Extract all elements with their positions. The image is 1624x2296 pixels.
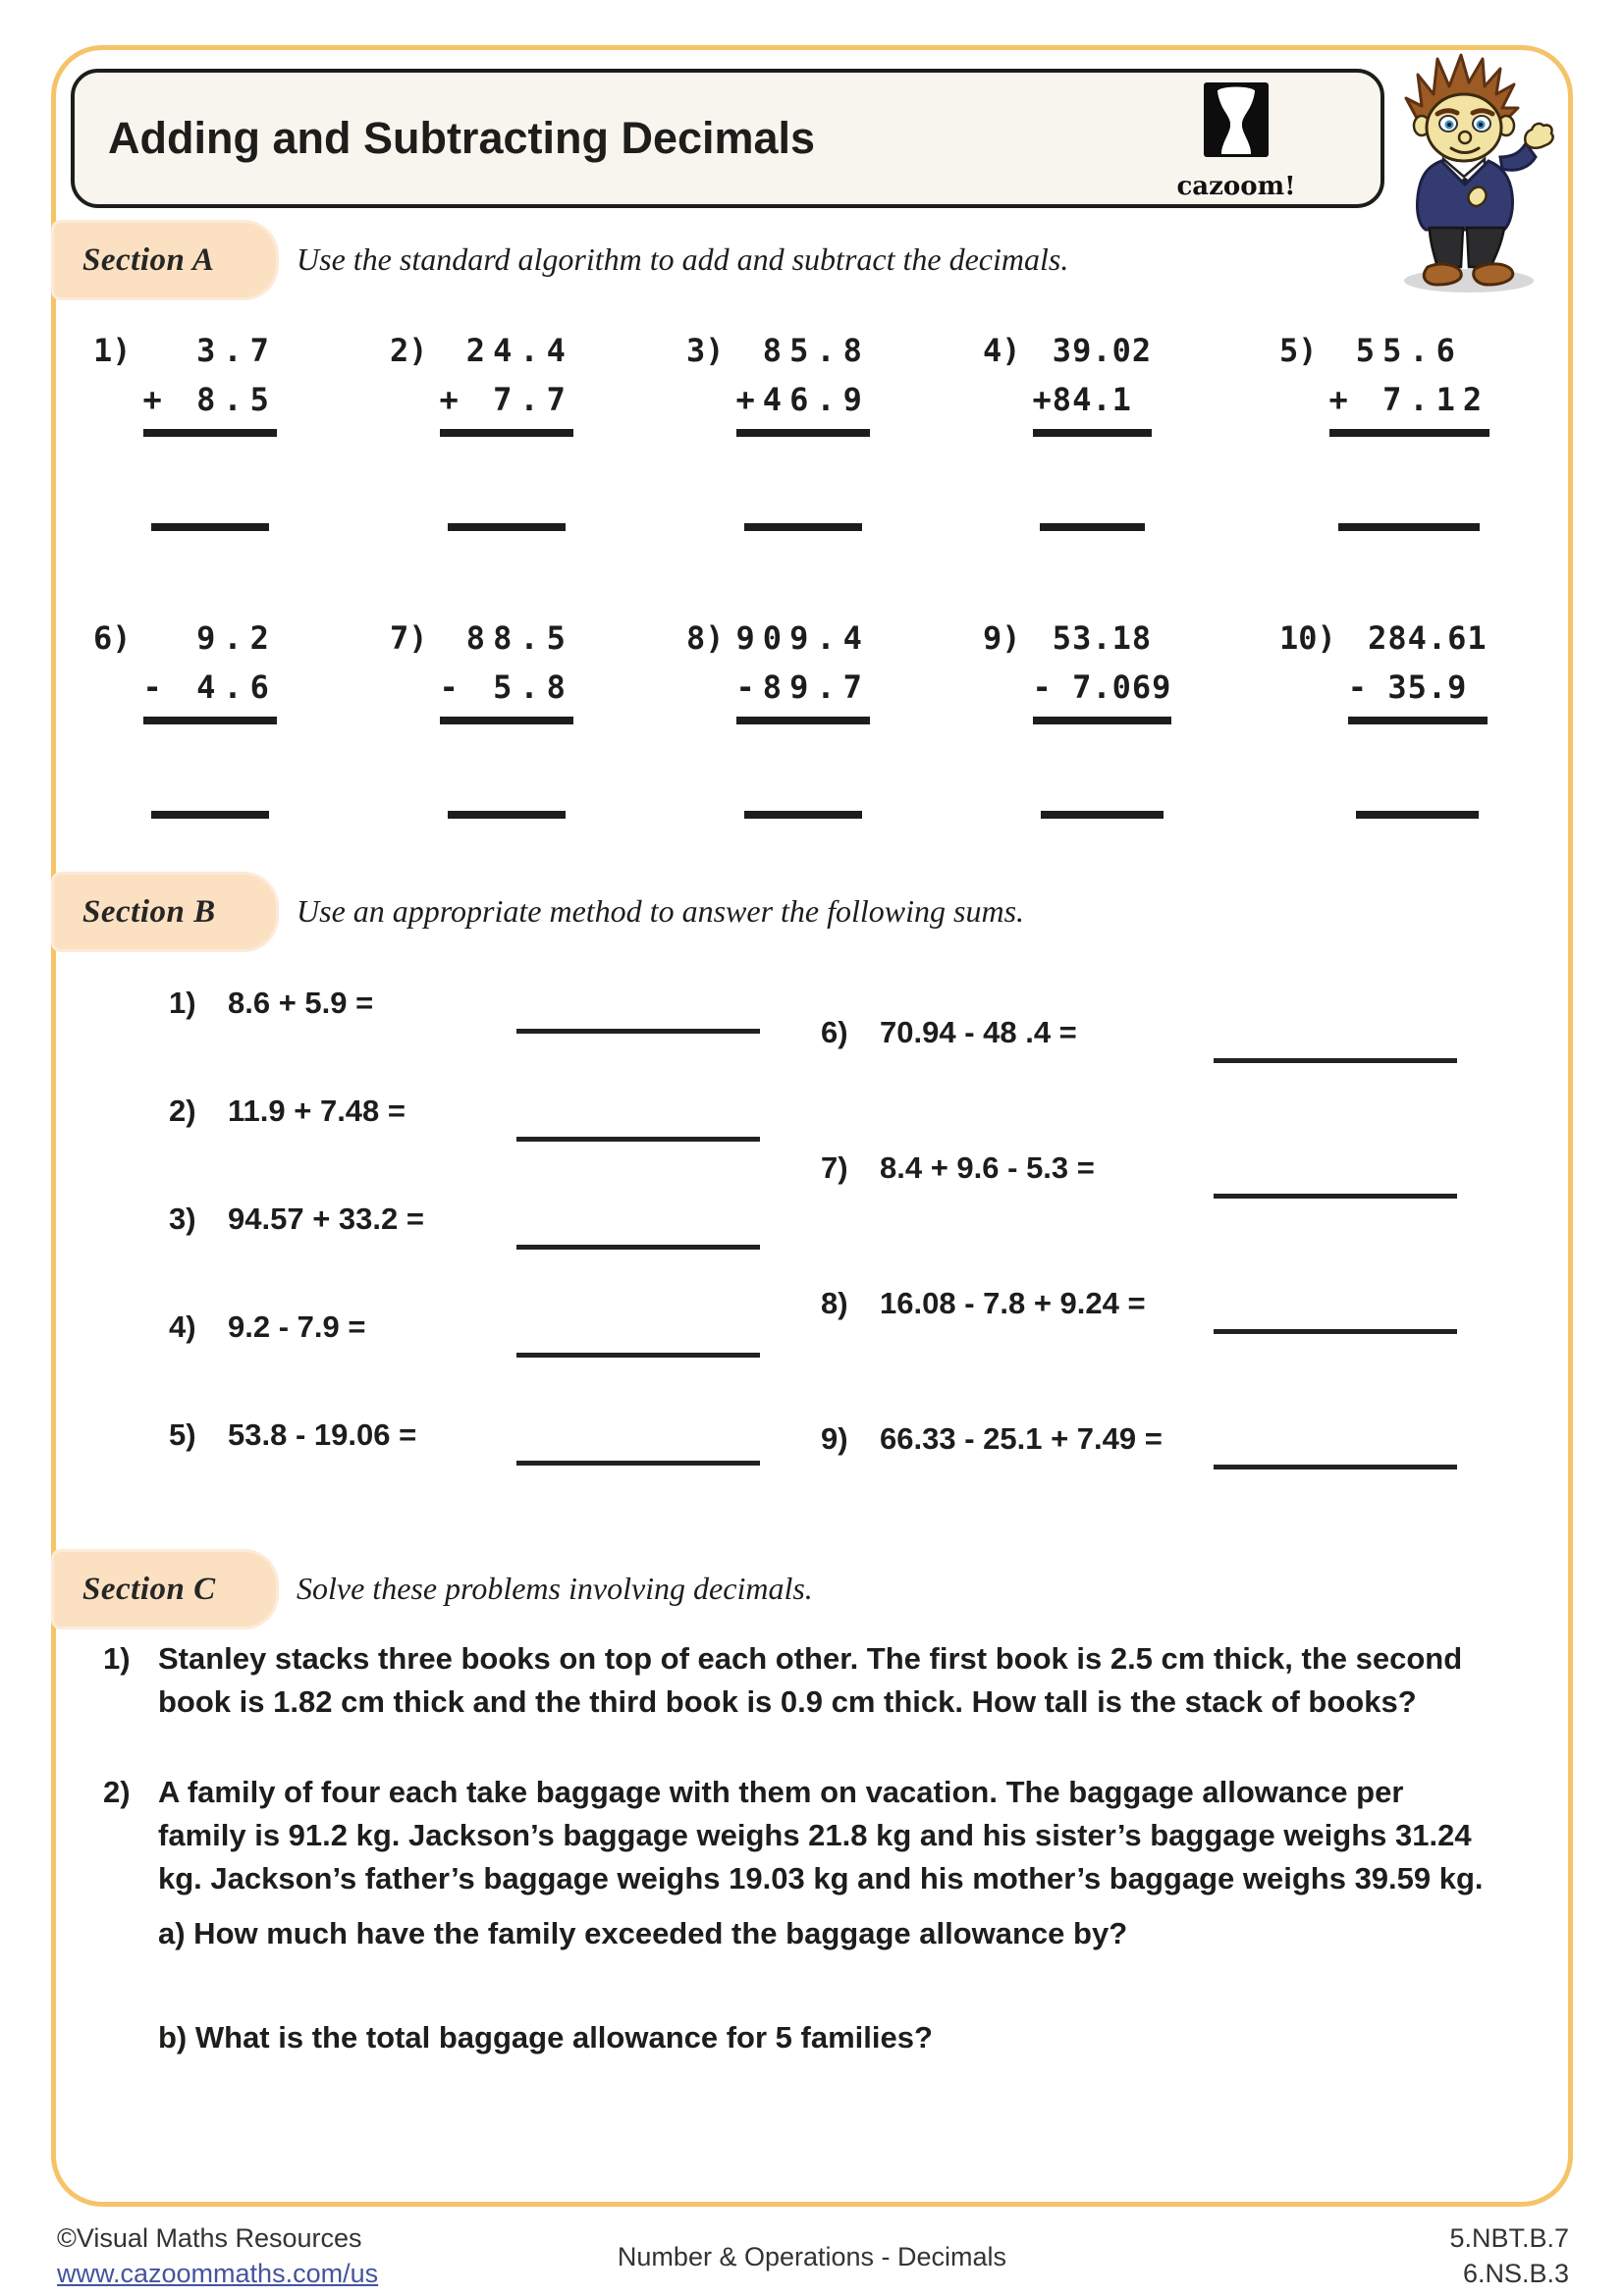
column-arithmetic-problem	[390, 326, 686, 531]
expression: 53.8 - 19.06 =	[228, 1417, 417, 1452]
problem-text: Stanley stacks three books on top of each other. The first book is 2.5 cm thick, the second book is 1.82 cm thick and the third book is 0.9 cm thick. How tall is the stack of books?	[158, 1641, 1463, 1719]
problem-number: 3)	[169, 1201, 196, 1236]
djembe-drum-icon	[1204, 82, 1269, 169]
column-arithmetic-problem	[686, 326, 983, 531]
answer-line	[516, 1415, 760, 1466]
answer-line	[1214, 1148, 1457, 1199]
section-a-instruction: Use the standard algorithm to add and subtract the decimals.	[297, 241, 1069, 277]
operand-stack	[143, 614, 277, 819]
problem-number: 2)	[169, 1094, 196, 1128]
operand-bottom: + 7.12	[1328, 381, 1490, 418]
section-b-instruction: Use an appropriate method to answer the following sums.	[297, 893, 1025, 929]
column-arithmetic-problem	[983, 326, 1279, 531]
operand-stack	[1033, 614, 1172, 819]
problem-number: 1)	[169, 986, 196, 1020]
operand-top: 53.18	[1052, 619, 1172, 657]
standard-code-1: 5.NBT.B.7	[1449, 2223, 1569, 2253]
expression: 8.4 + 9.6 - 5.3 =	[880, 1150, 1095, 1185]
sum-item	[821, 1013, 1457, 1148]
expression: 9.2 - 7.9 =	[228, 1309, 366, 1344]
section-a-label: Section A	[82, 241, 215, 278]
problem-number: 8)	[686, 619, 725, 657]
problem-body	[158, 1771, 1493, 2059]
sum-line	[1033, 429, 1153, 437]
problem-number: 6)	[93, 619, 132, 657]
standard-code-2: 6.NS.B.3	[1462, 2259, 1569, 2288]
problem-number: 5)	[1279, 332, 1318, 369]
expression: 94.57 + 33.2 =	[228, 1201, 424, 1236]
word-problem	[103, 1637, 1507, 1724]
section-a-tab	[51, 220, 279, 300]
operand-top: 284.61	[1368, 619, 1488, 657]
operand-bottom: -89.7	[735, 668, 870, 706]
operand-stack	[736, 614, 870, 819]
sum-line	[1329, 429, 1490, 437]
answer-line	[1214, 1284, 1457, 1334]
problem-body	[158, 1637, 1493, 1724]
operand-top: 9.2	[196, 619, 277, 657]
sum-line	[440, 717, 573, 724]
expression: 11.9 + 7.48 =	[228, 1094, 406, 1128]
operand-top: 88.5	[465, 619, 573, 657]
sum-line	[143, 717, 277, 724]
sum-line	[440, 429, 573, 437]
expression: 8.6 + 5.9 =	[228, 986, 374, 1020]
problem-text: A family of four each take baggage with them on vacation. The baggage allowance per family is 91.2 kg. Jackson’s baggage weighs 21.8 kg and his sister’s baggage weighs 31.24 kg. Jackson’s father’s baggage weighs 19.03 kg and his mother’s baggage weighs 39.59 kg.	[158, 1775, 1484, 1896]
expression: 16.08 - 7.8 + 9.24 =	[880, 1286, 1146, 1320]
section-b-right-column	[821, 1013, 1457, 1555]
sum-item	[169, 1415, 760, 1523]
section-c-label: Section C	[82, 1571, 216, 1607]
answer-line	[448, 811, 566, 819]
operand-top: 85.8	[762, 332, 870, 369]
page-title: Adding and Subtracting Decimals	[108, 113, 816, 163]
operand-top: 24.4	[465, 332, 573, 369]
operand-bottom: +84.1	[1032, 381, 1153, 418]
column-arithmetic-problem	[1279, 326, 1576, 531]
answer-line	[1214, 1013, 1457, 1063]
expression: 66.33 - 25.1 + 7.49 =	[880, 1421, 1163, 1456]
problem-number: 6)	[821, 1015, 848, 1049]
sum-line	[736, 717, 870, 724]
footer-topic: Number & Operations - Decimals	[617, 2242, 1007, 2271]
column-arithmetic-problem	[983, 614, 1279, 819]
sum-item	[169, 1092, 760, 1200]
problem-number: 3)	[686, 332, 725, 369]
word-problem	[103, 1771, 1507, 2059]
problem-number: 9)	[983, 619, 1021, 657]
operand-top: 39.02	[1052, 332, 1153, 369]
answer-line	[744, 811, 862, 819]
column-arithmetic-problem	[686, 614, 983, 819]
website-link[interactable]: www.cazoommaths.com/us	[57, 2259, 379, 2288]
answer-line	[1214, 1419, 1457, 1469]
operand-stack	[440, 614, 573, 819]
problem-number: 1)	[93, 332, 132, 369]
operand-stack	[1348, 614, 1488, 819]
answer-line	[1041, 811, 1164, 819]
problem-number: 4)	[169, 1309, 196, 1344]
answer-line	[516, 1092, 760, 1142]
operand-stack	[736, 326, 870, 531]
operand-bottom: +46.9	[735, 381, 870, 418]
operand-top: 909.4	[735, 619, 870, 657]
section-c-word-problems	[103, 1637, 1507, 2107]
problem-number: 7)	[821, 1150, 848, 1185]
answer-line	[151, 811, 269, 819]
problem-part-a: a) How much have the family exceeded the baggage allowance by?	[158, 1916, 1128, 1950]
logo-wordmark: cazoom!	[1176, 172, 1296, 201]
problem-part-b: b) What is the total baggage allowance for 5 families?	[158, 2020, 933, 2055]
section-c-tab	[51, 1549, 279, 1629]
cazoom-logo	[1163, 82, 1310, 201]
problem-number: 8)	[821, 1286, 848, 1320]
sum-item	[169, 984, 760, 1092]
column-arithmetic-problem	[93, 326, 390, 531]
column-arithmetic-problem	[1279, 614, 1576, 819]
answer-line	[448, 523, 566, 531]
answer-line	[516, 1308, 760, 1358]
sum-line	[736, 429, 870, 437]
problem-number: 9)	[821, 1421, 848, 1456]
operand-stack	[1329, 326, 1490, 531]
operand-bottom: - 4.6	[142, 668, 277, 706]
answer-line	[516, 1200, 760, 1250]
mascot-boy-illustration	[1382, 47, 1569, 300]
column-arithmetic-problem	[93, 614, 390, 819]
sum-item	[821, 1148, 1457, 1284]
section-a-problem-grid	[93, 326, 1576, 819]
sum-item	[169, 1308, 760, 1415]
operand-bottom: - 5.8	[439, 668, 573, 706]
operand-bottom: + 7.7	[439, 381, 573, 418]
operand-top: 3.7	[196, 332, 277, 369]
section-b-label: Section B	[82, 893, 216, 930]
sum-item	[169, 1200, 760, 1308]
expression: 70.94 - 48 .4 =	[880, 1015, 1077, 1049]
sum-line	[1033, 717, 1172, 724]
answer-line	[1356, 811, 1479, 819]
answer-line	[744, 523, 862, 531]
answer-line	[1040, 523, 1145, 531]
problem-number: 2)	[390, 332, 428, 369]
sum-item	[821, 1284, 1457, 1419]
copyright-text: ©Visual Maths Resources	[57, 2223, 362, 2253]
operand-bottom: - 35.9	[1347, 668, 1488, 706]
answer-line	[1338, 523, 1480, 531]
operand-stack	[143, 326, 277, 531]
problem-number: 7)	[390, 619, 428, 657]
problem-number: 10)	[1279, 619, 1336, 657]
problem-number: 4)	[983, 332, 1021, 369]
answer-line	[151, 523, 269, 531]
sum-line	[143, 429, 277, 437]
footer-standards	[1449, 2220, 1569, 2291]
column-arithmetic-problem	[390, 614, 686, 819]
operand-bottom: - 7.069	[1032, 668, 1172, 706]
operand-stack	[440, 326, 573, 531]
operand-bottom: + 8.5	[142, 381, 277, 418]
operand-top: 55.6	[1355, 332, 1490, 369]
operand-stack	[1033, 326, 1153, 531]
problem-number: 2)	[103, 1775, 131, 1809]
problem-number: 5)	[169, 1417, 196, 1452]
problem-number: 1)	[103, 1641, 131, 1676]
sum-line	[1348, 717, 1488, 724]
section-b-tab	[51, 872, 279, 952]
title-box	[71, 69, 1384, 208]
sum-item	[821, 1419, 1457, 1555]
answer-line	[516, 984, 760, 1034]
section-c-instruction: Solve these problems involving decimals.	[297, 1571, 813, 1606]
section-b-left-column	[169, 984, 760, 1523]
